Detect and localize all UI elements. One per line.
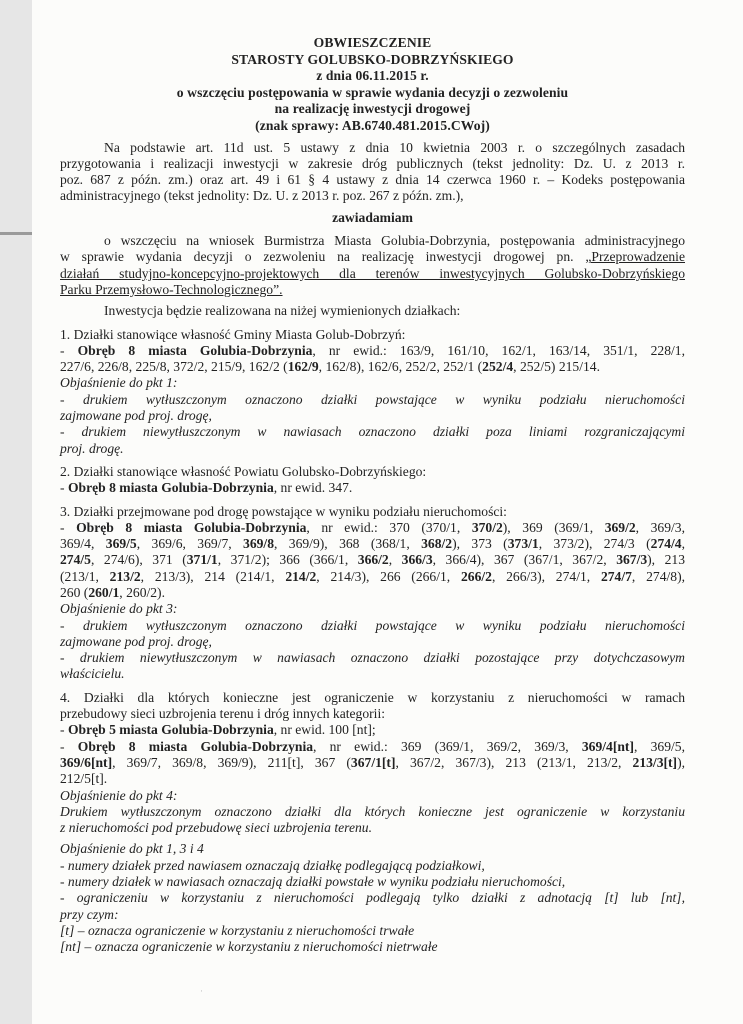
section-title: 2. Działki stanowiące własność Powiatu Golubsko-Dobrzyńskiego:	[60, 463, 427, 479]
parcel-numbers: , 369/9), 368 (368/1,	[274, 536, 422, 552]
parcel-numbers: , 274/6), 371 (	[90, 552, 187, 568]
explanation-line: - ograniczeniu w korzystaniu z nieruchomości podlegają tylko działki z adnotacją [t] lub [nt],	[60, 890, 685, 906]
parcel-numbers: ,	[388, 552, 402, 568]
parcel-line	[60, 536, 685, 552]
parcel-numbers: , 369/6, 369/7,	[136, 536, 244, 552]
parcel-numbers: ,	[681, 536, 686, 552]
parcel-line	[60, 755, 685, 771]
parcel-line: - Obręb 8 miasta Golubia-Dobrzynia, nr ewid.: 370 (370/1, 370/2), 369 (369/1, 369/2, 369/3,	[60, 519, 685, 535]
parcel-numbers: , nr ewid.: 163/9, 161/10, 162/1, 163/14, 351/1, 228/1,	[312, 342, 685, 358]
explanation-title: Objaśnienie do pkt 1:	[60, 375, 178, 391]
bold-parcel: 162/9	[287, 359, 319, 375]
parcel-numbers: (213/1,	[60, 568, 110, 584]
parcel-numbers	[313, 739, 685, 754]
bold-parcel: 366/3	[401, 552, 433, 568]
bold-parcel: 260/1	[88, 584, 120, 600]
basis-line: administracyjnego (tekst jednolity: Dz. U. z 2013 r. poz. 267 z późn. zm.),	[60, 188, 464, 204]
explanation-line: zajmowane pod proj. drogę,	[60, 408, 212, 424]
parcel-numbers: , 260/2).	[119, 584, 165, 600]
bold-parcel: 274/4	[650, 536, 682, 552]
explanation-line: przy czym:	[60, 906, 119, 922]
bold-parcel: 274/5	[60, 552, 91, 568]
explanation-line: - drukiem niewytłuszczonym w nawiasach oznaczono działki pozostające przy dotychczasowym	[60, 650, 685, 666]
section-title: przebudowy sieci uzbrojenia terenu i dróg innych kategorii:	[60, 706, 386, 722]
explanation-line: - drukiem wytłuszczonym oznaczono działki powstające w wyniku podziału nieruchomości	[60, 617, 685, 633]
district-name: Obręb 5 miasta Golubia-Dobrzynia	[67, 722, 274, 738]
basis-line: przygotowania i realizacji inwestycji w zakresie dróg publicznych (tekst jednolity: Dz. U. z 2013 r.	[60, 155, 685, 171]
lead-text: Inwestycja będzie realizowana na niżej wymienionych działkach:	[104, 303, 461, 319]
section-1	[60, 327, 685, 457]
section-2	[60, 464, 685, 497]
bold-parcel: 369/6[nt]	[60, 754, 113, 770]
document-header	[60, 35, 685, 135]
parcel-numbers: , 369/3,	[635, 519, 685, 535]
parcel-numbers	[306, 520, 685, 535]
bold-parcel: 370/2	[471, 519, 503, 535]
parcel-line: - Obręb 8 miasta Golubia-Dobrzynia, nr ewid. 347.	[60, 480, 353, 496]
explanation-line: Drukiem wytłuszczonym oznaczono działki dla których konieczne jest ograniczenie w korzystaniu	[60, 803, 685, 819]
parcel-numbers: , 373/2), 274/3 (	[538, 536, 651, 552]
parcel-numbers: ), 213	[647, 552, 685, 568]
parcel-line	[60, 569, 685, 585]
final-explanation	[60, 841, 685, 955]
bold-parcel: 213/2	[109, 568, 141, 584]
explanation-title: Objaśnienie do pkt 3:	[60, 601, 178, 617]
announcement-document	[60, 35, 685, 956]
parcel-numbers: , 366/4), 367 (367/1, 367/2,	[432, 552, 617, 568]
explanation-line: zajmowane pod proj. drogę,	[60, 633, 212, 649]
bold-parcel: 214/2	[285, 568, 317, 584]
district-name: Obręb 8 miasta Golubia-Dobrzynia	[67, 480, 274, 496]
parcel-numbers: ),	[677, 754, 686, 770]
parcel-line	[60, 552, 685, 568]
scan-mark: ·	[200, 986, 203, 996]
section-3	[60, 504, 685, 683]
bold-parcel: 366/2	[357, 552, 389, 568]
intro-line: o wszczęciu na wniosek Burmistrza Miasta Golubia-Dobrzynia, postępowania administracyjnego	[104, 233, 685, 249]
bold-parcel: 369/8	[243, 536, 274, 552]
bold-parcel: 369/2	[604, 519, 636, 535]
parcel-numbers: , 266/3), 274/1,	[491, 568, 601, 584]
header-case-number: (znak sprawy: AB.6740.481.2015.CWoj)	[255, 117, 490, 133]
parcel-line	[60, 359, 685, 375]
bold-parcel: 367/3	[616, 552, 648, 568]
district-name: Obręb 8 miasta Golubia-Dobrzynia	[77, 738, 314, 754]
header-date: z dnia 06.11.2015 r.	[316, 68, 429, 84]
explanation-line: [t] – oznacza ograniczenie w korzystaniu z nieruchomości trwałe	[60, 922, 415, 938]
basis-line: poz. 687 z późn. zm.) oraz art. 49 i 61 § 4 ustawy z dnia 14 czerwca 1960 r. – Kodeks postępowania	[60, 172, 685, 188]
header-authority: STAROSTY GOLUBSKO-DOBRZYŃSKIEGO	[231, 51, 514, 67]
parcel-numbers: ), 373 (	[452, 536, 508, 552]
parcel-numbers: , 252/5) 215/14.	[513, 359, 600, 375]
bold-parcel: 369/5	[105, 536, 137, 552]
parcel-numbers: , nr ewid. 100 [nt];	[273, 722, 376, 738]
explanation-title: Objaśnienie do pkt 1, 3 i 4	[60, 841, 204, 857]
header-subject-1: o wszczęciu postępowania w sprawie wydania decyzji o zezwoleniu	[176, 84, 569, 100]
parcel-numbers: , nr ewid. 347.	[273, 480, 353, 496]
parcel-line: - Obręb 8 miasta Golubia-Dobrzynia, nr ewid.: 163/9, 161/10, 162/1, 163/14, 351/1, 228/1,	[60, 342, 685, 358]
investment-title: „Przeprowadzenie	[585, 249, 685, 265]
parcel-numbers: ), 369 (369/1,	[502, 519, 605, 535]
explanation-title: Objaśnienie do pkt 4:	[60, 787, 178, 803]
explanation-line: - numery działek w nawiasach oznaczają działki powstałe w wyniku podziału nieruchomości,	[60, 874, 566, 890]
bold-parcel: 368/2	[421, 536, 453, 552]
parcel-numbers: , 369/5,	[633, 738, 685, 754]
investment-title-end: Parku Przemysłowo-Technologicznego”.	[60, 281, 283, 297]
scan-edge-mark	[0, 232, 32, 235]
explanation-line: z nieruchomości pod przebudowę sieci uzbrojenia terenu.	[60, 820, 372, 836]
parcel-numbers: , 213/3), 214 (214/1,	[140, 568, 286, 584]
explanation-line: - drukiem wytłuszczonym oznaczono działki powstające w wyniku podziału nieruchomości	[60, 391, 685, 407]
bold-parcel: 371/1	[186, 552, 218, 568]
section-title: 3. Działki przejmowane pod drogę powstające w wyniku podziału nieruchomości:	[60, 503, 507, 519]
investment-title-line: działań studyjno-koncepcyjno-projektowych dla terenów inwestycyjnych Golubsko-Dobrzyńskiego	[60, 265, 685, 281]
parcel-numbers: 260 (	[60, 584, 89, 600]
section-title: 4. Działki dla których konieczne jest ograniczenie w korzystaniu z nieruchomości w ramach	[60, 689, 685, 705]
explanation-line: proj. drogę.	[60, 440, 124, 456]
bold-parcel: 367/1[t]	[350, 754, 396, 770]
parcel-numbers: , 214/3), 266 (266/1,	[316, 568, 461, 584]
section-4	[60, 690, 685, 837]
explanation-line: [nt] – oznacza ograniczenie w korzystaniu z nieruchomości nietrwałe	[60, 939, 438, 955]
parcel-numbers: , 367/2, 367/3), 213 (213/1, 213/2,	[395, 754, 633, 770]
parcel-line: - Obręb 8 miasta Golubia-Dobrzynia, nr ewid.: 369 (369/1, 369/2, 369/3, 369/4[nt], 369/5,	[60, 738, 685, 754]
parcel-numbers: , nr ewid.: 369 (369/1, 369/2, 369/3,	[313, 738, 582, 754]
section-title: 1. Działki stanowiące własność Gminy Miasta Golub-Dobrzyń:	[60, 326, 406, 342]
explanation-line: - numery działek przed nawiasem oznaczają działkę podlegającą podziałkowi,	[60, 857, 485, 873]
header-subject-2: na realizację inwestycji drogowej	[274, 101, 471, 117]
basis-line: Na podstawie art. 11d ust. 5 ustawy z dnia 10 kwietnia 2003 r. o szczególnych zasadach	[104, 139, 685, 155]
legal-basis	[60, 140, 685, 205]
parcel-numbers: , nr ewid.: 370 (370/1,	[306, 519, 472, 535]
district-name: Obręb 8 miasta Golubia-Dobrzynia	[77, 342, 313, 358]
bold-parcel: 373/1	[507, 536, 539, 552]
parcel-line: 212/5[t].	[60, 771, 108, 787]
intro-line	[60, 249, 685, 265]
explanation-line: - drukiem niewytłuszczonym w nawiasach oznaczono działki poza liniami rozgraniczającymi	[60, 424, 685, 440]
notify-heading: zawiadamiam	[332, 209, 413, 225]
bold-parcel: 266/2	[460, 568, 492, 584]
parcel-numbers: , 371/2); 366 (366/1,	[217, 552, 358, 568]
bold-parcel: 369/4[nt]	[581, 738, 634, 754]
intro-paragraph	[60, 233, 685, 298]
parcel-numbers: , 162/8), 162/6, 252/2, 252/1 (	[318, 359, 483, 375]
bold-parcel: 274/7	[600, 568, 632, 584]
district-name: Obręb 8 miasta Golubia-Dobrzynia	[76, 519, 307, 535]
explanation-line: właścicielu.	[60, 666, 125, 682]
parcel-numbers: , 369/7, 369/8, 369/9), 211[t], 367 (	[112, 754, 351, 770]
bold-parcel: 213/3[t]	[632, 754, 678, 770]
parcel-numbers: 227/6, 226/8, 225/8, 372/2, 215/9, 162/2 (	[60, 359, 288, 375]
header-title: OBWIESZCZENIE	[313, 35, 432, 50]
parcel-line	[60, 585, 685, 601]
bold-parcel: 252/4	[482, 359, 514, 375]
parcel-numbers: 369/4,	[60, 536, 106, 552]
intro-text: w sprawie wydania decyzji o zezwoleniu na realizację inwestycji drogowej pn.	[60, 249, 586, 265]
parcel-numbers: , 274/8),	[631, 568, 685, 584]
parcel-line: - Obręb 5 miasta Golubia-Dobrzynia, nr ewid. 100 [nt];	[60, 722, 376, 738]
